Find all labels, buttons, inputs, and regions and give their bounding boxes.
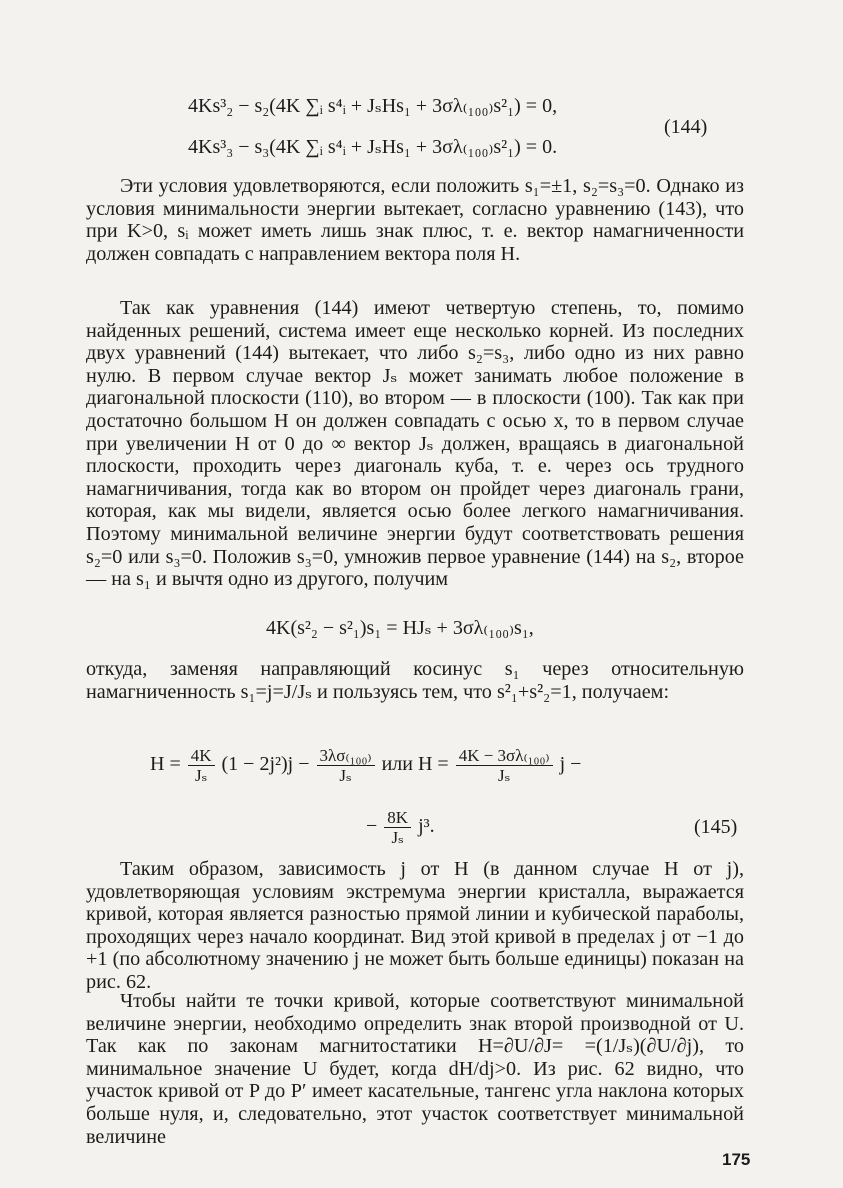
eq145-frac2-denominator: Jₛ — [339, 765, 352, 785]
eq145-frac4-numerator: 8K — [384, 808, 411, 828]
eq145-fraction-2 — [317, 746, 375, 785]
page-number: 175 — [722, 1150, 751, 1169]
eq145-frac2-numerator: 3λσ₍₁₀₀₎ — [317, 746, 375, 766]
equation-intermediate: 4K(s²₂ − s²₁)s₁ = HJₛ + 3σλ₍₁₀₀₎s₁, — [266, 617, 534, 639]
eq145-fraction-3 — [456, 746, 553, 785]
paragraph-5-text: Чтобы найти те точки кривой, которые соответствуют минимальной величине энергии, необходимо определить знак второй производной от U. Так как по законам магнитостатики H=∂U/∂J= =(1/Jₛ)(∂U/∂j), то минимальное значение U будет, когда dH/dj>0. Из рис. 62 видно, что участок кривой от P до P′ имеет касательные, тангенс угла наклона которых больше нуля, и, следовательно, этот участок соответствует минимальной величине — [86, 990, 744, 1148]
eq145-tail: j − — [559, 753, 582, 775]
eq145-line2-minus: − — [366, 815, 378, 837]
paragraph-3 — [86, 658, 744, 703]
eq145-fraction-1 — [188, 746, 215, 785]
eq145-fraction-4 — [384, 808, 411, 847]
equation-144-line-2: 4Ks³₃ − s₃(4K ∑ᵢ s⁴ᵢ + JₛHs₁ + 3σλ₍₁₀₀₎s²₁) = 0. — [188, 136, 558, 158]
eq145-frac3-denominator: Jₛ — [497, 765, 511, 785]
paragraph-3-text: откуда, заменяя направляющий косинус s₁ через относительную намагниченность s₁=j=J/Jₛ и пользуясь тем, что s²₁+s²₂=1, получаем: — [86, 658, 744, 703]
equation-145-line-2 — [366, 804, 435, 848]
eq145-line2-tail: j³. — [418, 815, 435, 837]
eq145-frac4-denominator: Jₛ — [391, 827, 404, 847]
paragraph-5 — [86, 990, 744, 1148]
paragraph-4 — [86, 858, 744, 994]
equation-144-line-1: 4Ks³₂ − s₂(4K ∑ᵢ s⁴ᵢ + JₛHs₁ + 3σλ₍₁₀₀₎s²₁) = 0, — [188, 95, 558, 117]
eq145-frac1-denominator: Jₛ — [194, 765, 208, 785]
eq145-frac1-numerator: 4K — [188, 746, 215, 766]
paragraph-1 — [86, 175, 744, 265]
equation-number-144: (144) — [664, 116, 708, 138]
eq145-middle: (1 − 2j²)j − — [221, 753, 310, 775]
paragraph-4-text: Таким образом, зависимость j от H (в данном случае H от j), удовлетворяющая условиям экстремума энергии кристалла, выражается кривой, которая является разностью прямой линии и кубической параболы, проходящих через начало координат. Вид этой кривой в пределах j от −1 до +1 (по абсолютному значению j не может быть больше единицы) показан на рис. 62. — [86, 858, 744, 993]
eq145-h-right: H = — [417, 753, 449, 775]
eq145-frac3-numerator: 4K − 3σλ₍₁₀₀₎ — [456, 746, 553, 766]
equation-145-line-1 — [150, 742, 581, 786]
paragraph-2-text: Так как уравнения (144) имеют четвертую степень, то, помимо найденных решений, система имеет еще несколько корней. Из последних двух уравнений (144) вытекает, что либо s₂=s₃, либо одно из них равно нулю. В первом случае вектор Jₛ может занимать любое положение в диагональной плоскости (110), во втором — в плоскости (100). Так как при достаточно большом H он должен совпадать с осью x, то в первом случае при увеличении H от 0 до ∞ вектор Jₛ должен, вращаясь в диагональной плоскости, проходить через диагональ куба, т. е. через ось трудного намагничивания, тогда как во втором он пройдет через диагональ грани, которая, как мы видели, является осью более легкого намагничивания. Поэтому минимальной величине энергии будут соответствовать решения s₂=0 или s₃=0. Положив s₃=0, умножив первое уравнение (144) на s₂, второе — на s₁ и вычтя одно из другого, получим — [86, 297, 744, 591]
eq145-or: или — [381, 753, 413, 775]
equation-number-145: (145) — [694, 816, 738, 838]
paragraph-1-text: Эти условия удовлетворяются, если положить s₁=±1, s₂=s₃=0. Однако из условия минимальности энергии вытекает, согласно уравнению (143), что при K>0, sᵢ может иметь лишь знак плюс, т. е. вектор намагниченности должен совпадать с направлением вектора поля H. — [86, 175, 744, 265]
paragraph-2 — [86, 297, 744, 591]
eq145-h-left: H = — [150, 753, 181, 775]
